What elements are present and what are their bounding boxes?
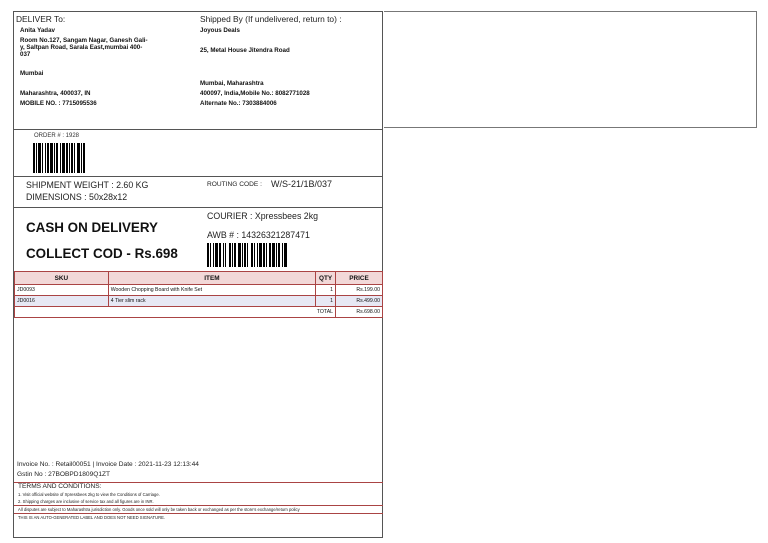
shipper-heading: Shipped By (If undelivered, return to) : <box>200 14 342 24</box>
routing-code-value: W/S-21/1B/037 <box>271 179 333 189</box>
cell-qty: 1 <box>316 296 336 307</box>
column-header-sku: SKU <box>15 272 109 285</box>
order-number: ORDER # : 1928 <box>34 133 80 139</box>
column-header-qty: QTY <box>316 272 336 285</box>
divider <box>14 176 382 177</box>
adjacent-label-frame <box>384 11 757 128</box>
divider <box>14 207 382 208</box>
recipient-name: Anita Yadav <box>20 27 55 34</box>
column-header-price: PRICE <box>336 272 383 285</box>
shipping-label <box>13 11 383 538</box>
cell-sku: JD0016 <box>15 296 109 307</box>
column-header-item: ITEM <box>108 272 315 285</box>
auto-generated-note: THIS IS AN AUTO-GENERATED LABEL AND DOES NOT NEED SIGNATURE. <box>14 513 383 521</box>
table-header-row <box>15 272 383 285</box>
gstin-number: Gstin No : 27BOBPD1809Q1ZT <box>17 471 111 478</box>
cell-price: Rs.499.00 <box>336 296 383 307</box>
invoice-line: Invoice No. : Retail00051 | Invoice Date : 2021-11-23 12:13:44 <box>17 461 199 468</box>
total-row <box>15 307 383 318</box>
table-row <box>15 285 383 296</box>
shipper-city-state: Mumbai, Maharashtra <box>200 80 264 87</box>
cell-qty: 1 <box>316 285 336 296</box>
courier-name: COURIER : Xpressbees 2kg <box>207 211 318 221</box>
recipient-state-pin: Maharashtra, 400037, IN <box>20 90 91 97</box>
routing-code-label: ROUTING CODE : <box>207 181 262 188</box>
shipment-weight: SHIPMENT WEIGHT : 2.60 KG <box>26 180 149 190</box>
terms-disclaimer: All disputes are subject to Maharashtra jurisdiction only. Goods once sold will only be taken back or exchanged as per the store's exchange/return policy <box>14 505 383 513</box>
order-barcode <box>33 143 87 173</box>
total-label: TOTAL <box>15 307 336 318</box>
deliver-heading: DELIVER To: <box>16 14 66 24</box>
terms-title: TERMS AND CONDITIONS: <box>18 483 102 490</box>
terms-line: 1. Visit official website of Xpressbees 2kg to view the Conditions of Carriage. <box>18 492 160 497</box>
awb-barcode <box>207 243 307 267</box>
recipient-city: Mumbai <box>20 70 44 77</box>
cell-item: 4 Tier slim rack <box>108 296 315 307</box>
shipper-alternate: Alternate No.: 7303884006 <box>200 100 277 107</box>
payment-mode: CASH ON DELIVERY <box>26 220 158 235</box>
cell-item: Wooden Chopping Board with Knife Set <box>108 285 315 296</box>
table-row <box>15 296 383 307</box>
awb-number: AWB # : 14326321287471 <box>207 230 310 240</box>
cell-price: Rs.199.00 <box>336 285 383 296</box>
total-value: Rs.698.00 <box>336 307 383 318</box>
cell-sku: JD0093 <box>15 285 109 296</box>
terms-section <box>14 482 383 521</box>
recipient-address-line1: Room No.127, Sangam Nagar, Ganesh Gali- <box>20 37 148 44</box>
cod-amount: COLLECT COD - Rs.698 <box>26 246 178 261</box>
shipper-name: Joyous Deals <box>200 27 240 34</box>
items-table <box>14 271 383 318</box>
terms-line: 2. Shipping charges are inclusive of service tax and all figures are in INR. <box>18 499 154 504</box>
recipient-mobile: MOBILE NO. : 7715095536 <box>20 100 97 107</box>
shipper-pin-mobile: 400097, India,Mobile No.: 8082771028 <box>200 90 310 97</box>
shipment-dimensions: DIMENSIONS : 50x28x12 <box>26 192 128 202</box>
recipient-address-line2: y, Saltpan Road, Sarala East,mumbai 400- <box>20 44 143 51</box>
recipient-address-line3: 037 <box>20 51 31 58</box>
divider <box>14 129 382 130</box>
shipper-address: 25, Metal House Jitendra Road <box>200 47 290 54</box>
